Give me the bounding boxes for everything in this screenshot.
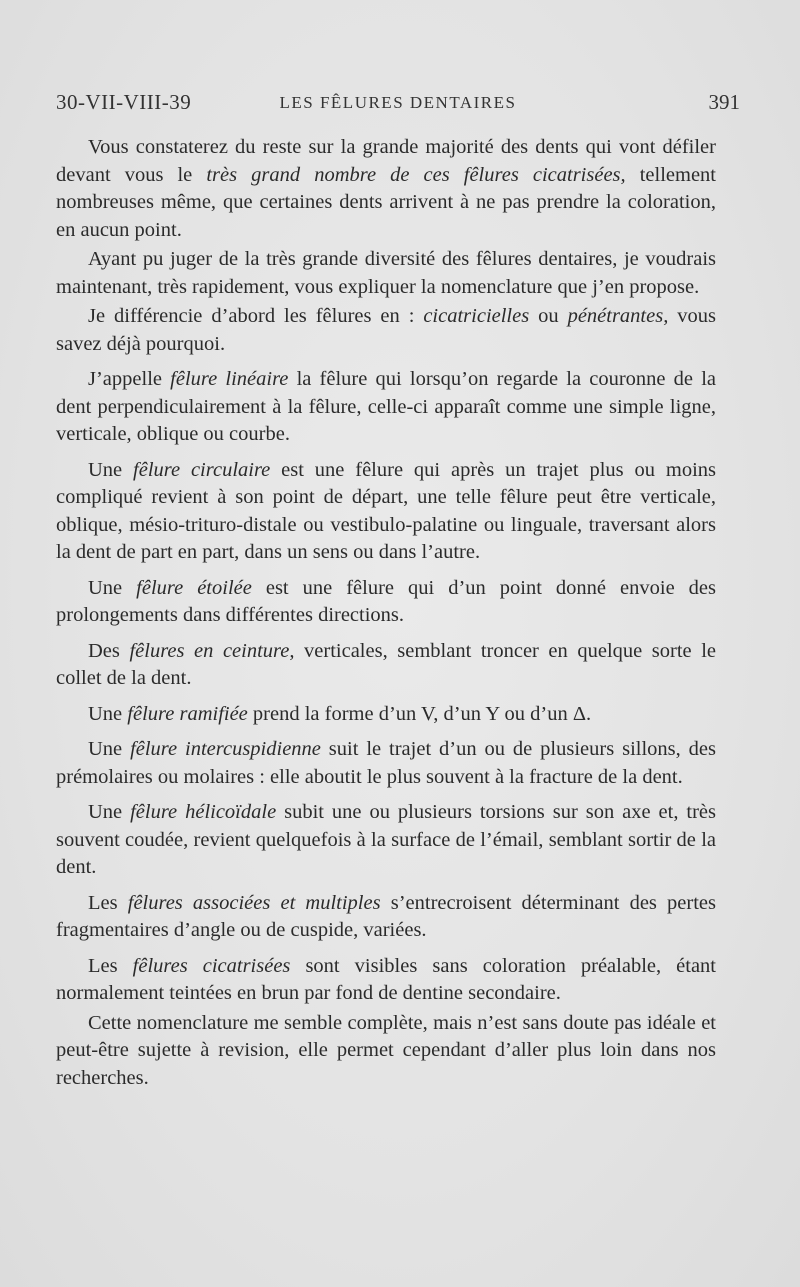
paragraph	[56, 1010, 716, 1093]
italic-term: fêlure étoilée	[136, 576, 252, 599]
running-title: LES FÊLURES DENTAIRES	[279, 93, 517, 112]
text-run: prend la forme d’un V, d’un Y ou d’un Δ.	[247, 702, 592, 725]
italic-term: fêlure hélicoïdale	[130, 801, 277, 823]
paragraph	[56, 366, 716, 449]
text-run: la fêlure qui lorsqu’on regarde la couronne de la dent perpendiculairement à la fêlure, celle-ci apparaît comme une simple ligne, verticale, oblique ou courbe.	[56, 368, 716, 445]
paragraph	[56, 953, 716, 1008]
page-header	[56, 90, 740, 120]
text-run: subit une ou plusieurs torsions sur son axe et, très souvent coudée, revient quelquefois à la surface de l’émail, semblant sortir de la dent.	[56, 801, 716, 878]
text-run: Les	[88, 954, 133, 977]
italic-term: fêlure linéaire	[170, 368, 289, 390]
text-run: Une	[88, 458, 134, 481]
text-run: Vous constaterez du reste sur la grande majorité des dents qui vont défiler devant vous le	[56, 136, 716, 186]
italic-term: fêlures cicatrisées	[132, 954, 291, 977]
text-run: est une fêlure qui d’un point donné envoie des prolongements dans différentes directions.	[56, 576, 716, 626]
paragraph	[56, 457, 716, 567]
text-run: est une fêlure qui après un trajet plus ou moins compliqué revient à son point de départ, une telle fêlure peut être verticale, oblique, mésio-trituro-distale ou vestibulo-palatine ou linguale, traversant alors la dent de part en part, dans un sens ou dans l’autre.	[56, 458, 716, 563]
text-run: ou	[529, 305, 568, 327]
body-text	[56, 134, 716, 1094]
italic-term: fêlure circulaire	[133, 458, 271, 481]
text-run: Une	[88, 702, 128, 725]
header-date: 30-VII-VIII-39	[56, 90, 192, 114]
text-run: Une	[88, 801, 131, 823]
paragraph	[56, 701, 716, 729]
text-run: sont visibles sans coloration préalable, étant normalement teintées en brun par fond de dentine secondaire.	[56, 954, 716, 1004]
paragraph	[56, 890, 716, 945]
paragraph	[56, 246, 716, 301]
paragraph	[56, 638, 716, 693]
text-run: Les	[88, 891, 128, 914]
paragraph	[56, 736, 716, 791]
italic-term: fêlures en ceinture,	[129, 639, 295, 662]
text-run: Une	[88, 738, 131, 760]
text-run: Ayant pu juger de la très grande diversité des fêlures dentaires, je voudrais maintenant, très rapidement, vous expliquer la nomenclature que j’en propose.	[56, 248, 716, 298]
text-run: vous savez déjà pourquoi.	[56, 305, 716, 355]
text-run: suit le trajet d’un ou de plusieurs sillons, des prémolaires ou molaires : elle aboutit le plus souvent à la fracture de la dent.	[56, 738, 717, 788]
text-run: s’entrecroisent déterminant des pertes fragmentaires d’angle ou de cuspide, variées.	[56, 891, 716, 941]
page-number: 391	[708, 90, 740, 114]
italic-term: pénétrantes,	[567, 305, 669, 327]
italic-term: très grand nombre de ces fêlures cicatrisées,	[206, 163, 626, 186]
paragraph	[56, 134, 716, 244]
text-run: Cette nomenclature me semble complète, mais n’est sans doute pas idéale et peut-être sujette à revision, elle permet cependant d’aller plus loin dans nos recherches.	[56, 1011, 716, 1089]
text-run: Une	[88, 576, 137, 599]
paragraph	[56, 303, 716, 358]
paragraph	[56, 799, 716, 882]
paragraph	[56, 575, 716, 630]
text-run: tellement nombreuses même, que certaines dents arrivent à ne pas prendre la coloration, en aucun point.	[56, 163, 716, 241]
text-run: J’appelle	[88, 368, 171, 390]
italic-term: fêlure ramifiée	[127, 702, 248, 725]
text-run: Je différencie d’abord les fêlures en :	[88, 305, 424, 327]
italic-term: fêlure intercuspidienne	[130, 738, 321, 760]
italic-term: cicatricielles	[423, 305, 530, 327]
text-run: verticales, semblant troncer en quelque sorte le collet de la dent.	[56, 639, 716, 689]
italic-term: fêlures associées et multiples	[127, 891, 381, 914]
text-run: Des	[88, 639, 130, 662]
